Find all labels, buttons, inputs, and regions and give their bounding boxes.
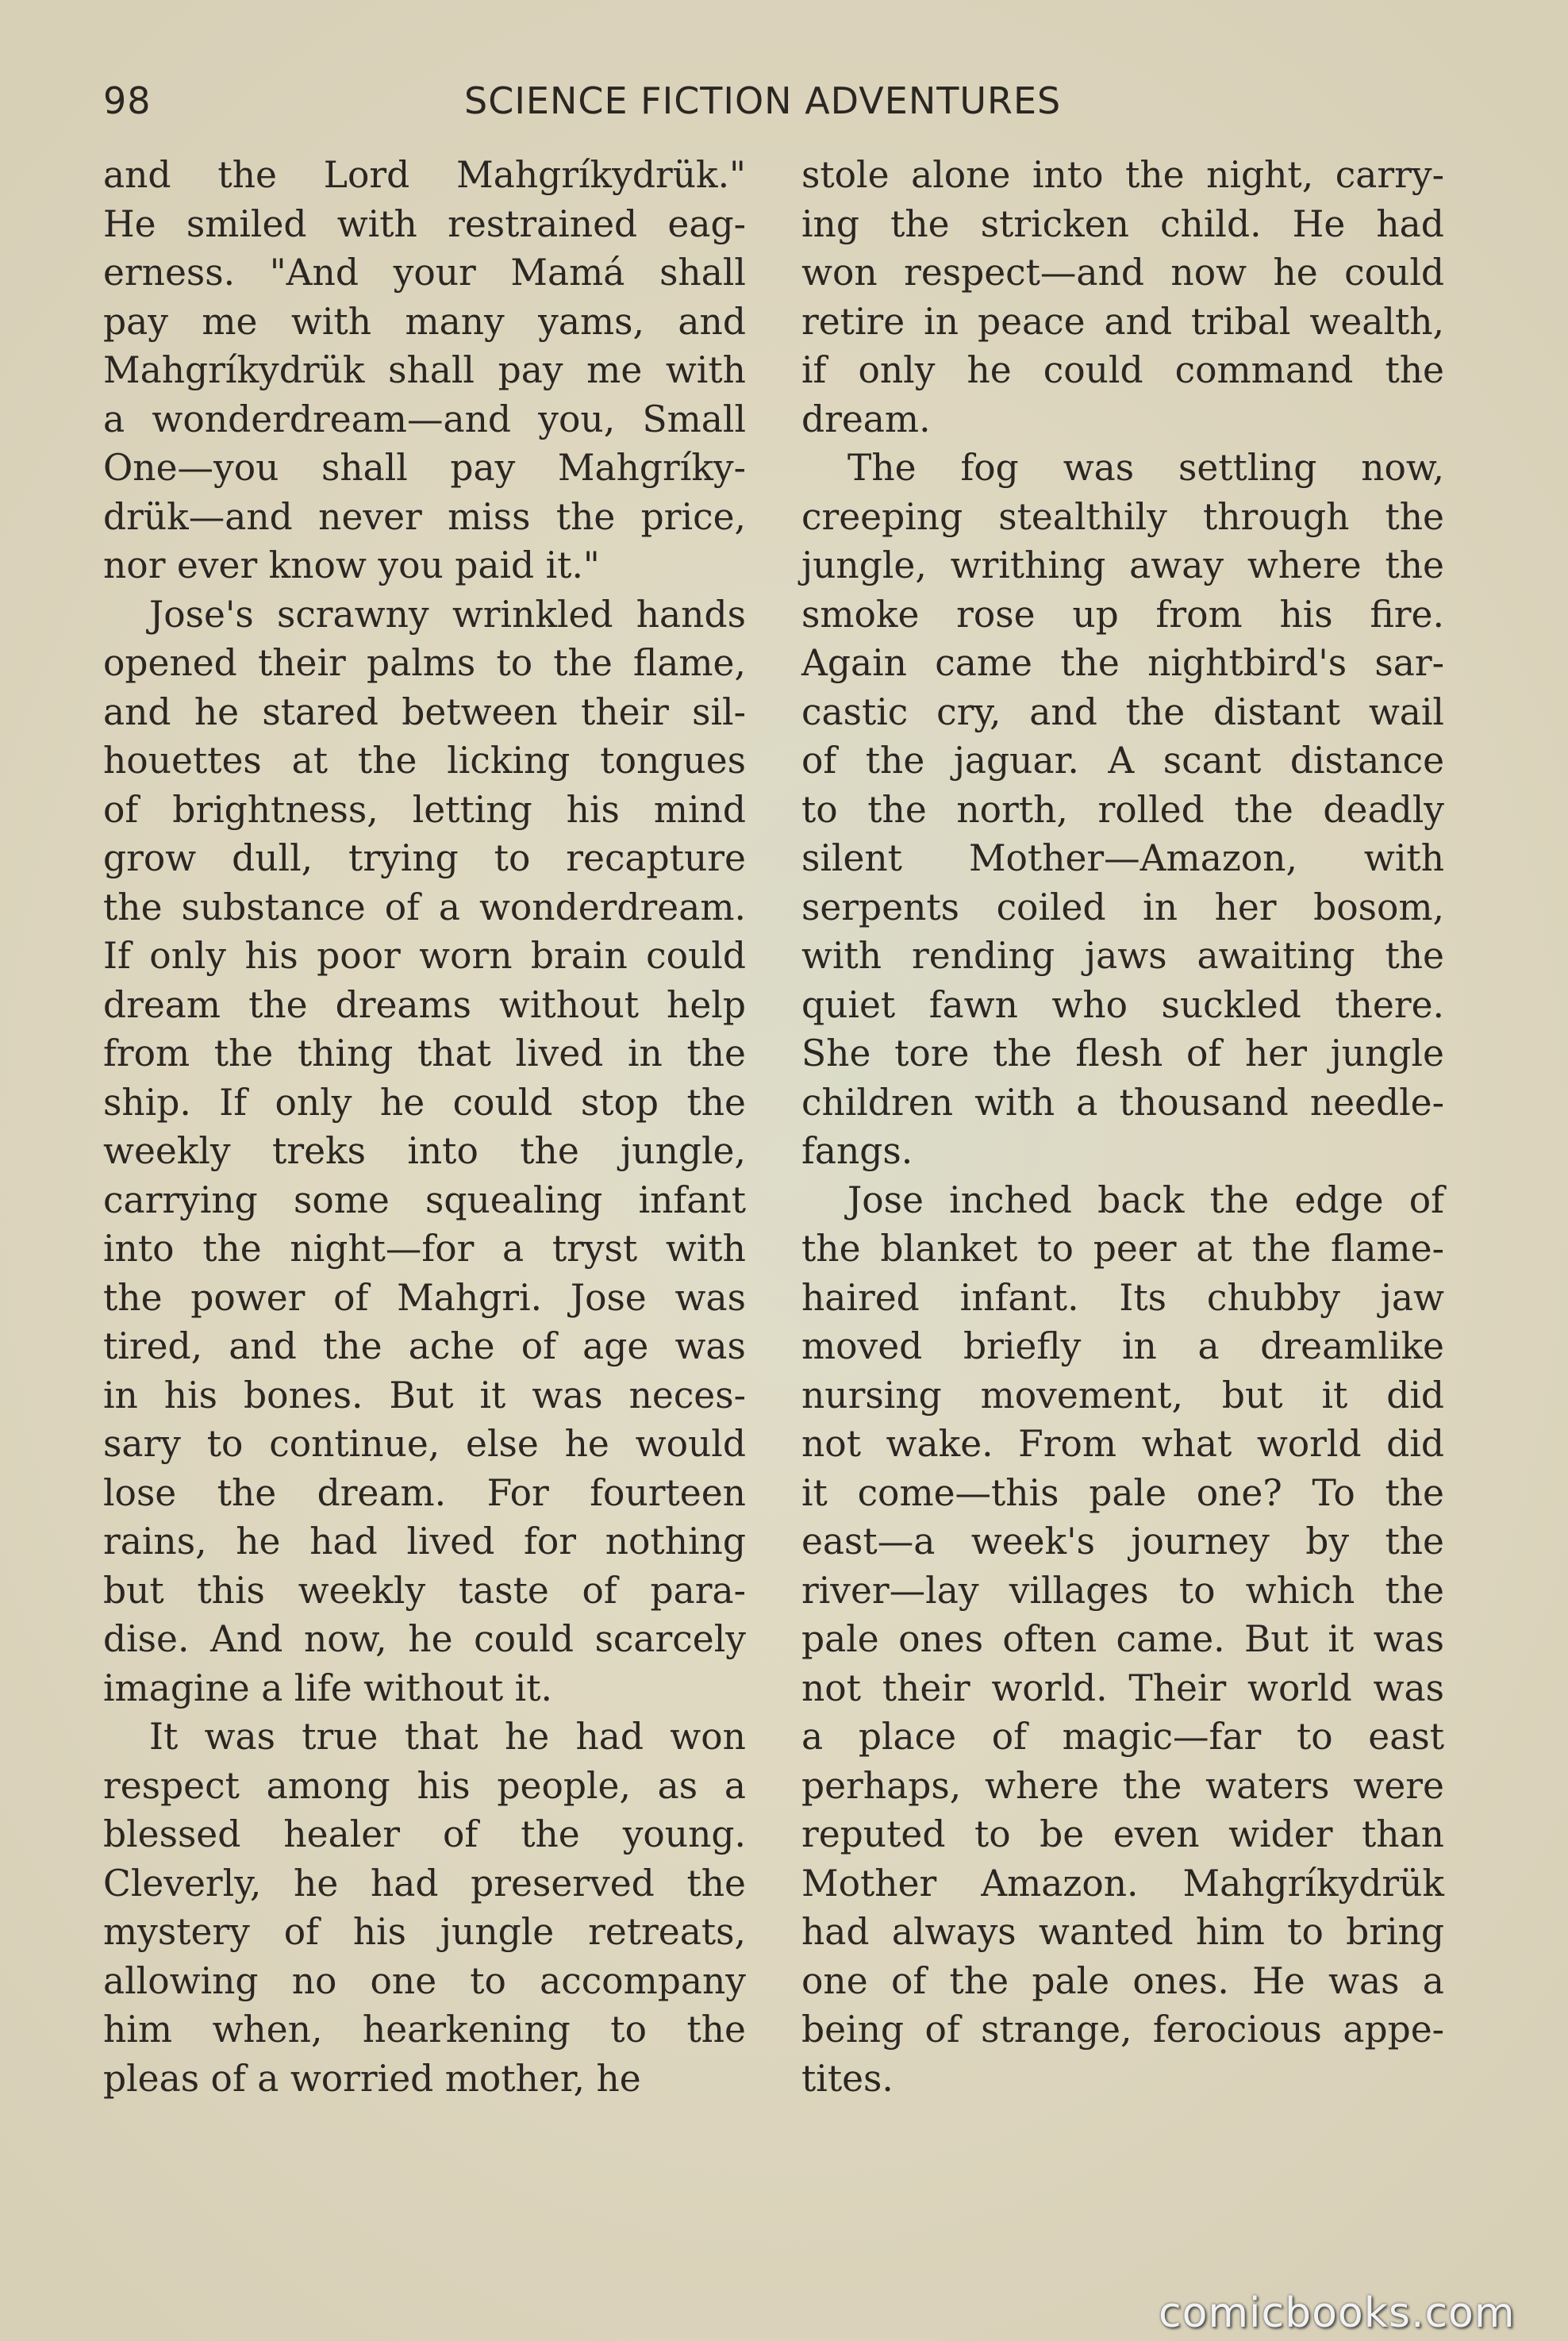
text-line: in his bones. But it was neces- <box>103 1374 746 1417</box>
text-line: dream the dreams without help <box>103 983 746 1026</box>
text-line: houettes at the licking tongues <box>103 740 746 782</box>
text-line: nor ever know you paid it." <box>103 544 600 586</box>
right-text-column <box>801 151 1444 2103</box>
text-line: mystery of his jungle retreats, <box>103 1911 746 1953</box>
text-line: carrying some squealing infant <box>103 1178 746 1221</box>
text-line: weekly treks into the jungle, <box>103 1130 746 1172</box>
text-line: pleas of a worried mother, he <box>103 2057 641 2100</box>
text-line: not wake. From what world did <box>801 1423 1444 1465</box>
text-line: She tore the flesh of her jungle <box>801 1032 1444 1074</box>
text-line: dream. <box>801 398 931 440</box>
text-line: the substance of a wonderdream. <box>103 886 746 928</box>
text-line: won respect—and now he could <box>801 252 1444 294</box>
text-line: castic cry, and the distant wail <box>801 690 1444 733</box>
text-line: to the north, rolled the deadly <box>801 788 1444 831</box>
text-line: and the Lord Mahgríkydrük." <box>103 154 746 196</box>
text-line: serpents coiled in her bosom, <box>801 886 1444 928</box>
text-line: perhaps, where the waters were <box>801 1764 1444 1807</box>
text-line: from the thing that lived in the <box>103 1032 746 1074</box>
text-line: tites. <box>801 2057 894 2100</box>
text-line: Again came the nightbird's sar- <box>801 642 1444 684</box>
text-line: pale ones often came. But it was <box>801 1618 1444 1660</box>
text-line: The fog was settling now, <box>847 447 1444 489</box>
text-line: blessed healer of the young. <box>103 1813 746 1855</box>
text-line: He smiled with restrained eag- <box>103 202 746 245</box>
text-line: lose the dream. For fourteen <box>103 1471 746 1514</box>
text-line: drük—and never miss the price, <box>103 495 746 538</box>
text-line: allowing no one to accompany <box>103 1959 746 2002</box>
text-line: One—you shall pay Mahgríky- <box>103 447 746 489</box>
text-line: Mahgríkydrük shall pay me with <box>103 349 746 391</box>
text-line: haired infant. Its chubby jaw <box>801 1276 1444 1319</box>
text-line: east—a week's journey by the <box>801 1520 1444 1563</box>
text-line: Mother Amazon. Mahgríkydrük <box>801 1862 1444 1905</box>
text-line: pay me with many yams, and <box>103 300 746 343</box>
running-head: SCIENCE FICTION ADVENTURES <box>464 79 1062 122</box>
watermark-logo: comicbooks.com <box>1159 2289 1516 2337</box>
text-line: ship. If only he could stop the <box>103 1081 746 1124</box>
text-line: one of the pale ones. He was a <box>801 1959 1444 2002</box>
text-line: had always wanted him to bring <box>801 1911 1444 1953</box>
text-line: being of strange, ferocious appe- <box>801 2008 1444 2051</box>
text-line: Cleverly, he had preserved the <box>103 1862 746 1905</box>
text-line: rains, he had lived for nothing <box>103 1520 746 1563</box>
text-line: not their world. Their world was <box>801 1666 1444 1709</box>
text-line: with rending jaws awaiting the <box>801 935 1444 977</box>
text-line: him when, hearkening to the <box>103 2008 746 2051</box>
text-line: if only he could command the <box>801 349 1444 391</box>
text-line: sary to continue, else he would <box>103 1423 746 1465</box>
text-line: a place of magic—far to east <box>801 1716 1444 1758</box>
text-line: ing the stricken child. He had <box>801 202 1444 245</box>
page-header <box>103 79 1079 135</box>
text-line: fangs. <box>801 1130 913 1172</box>
text-line: children with a thousand needle- <box>801 1081 1444 1124</box>
text-line: opened their palms to the flame, <box>103 642 746 684</box>
text-line: nursing movement, but it did <box>801 1374 1444 1417</box>
text-line: the power of Mahgri. Jose was <box>103 1276 746 1319</box>
text-line: reputed to be even wider than <box>801 1813 1444 1855</box>
text-line: moved briefly in a dreamlike <box>801 1325 1444 1367</box>
text-line: silent Mother—Amazon, with <box>801 837 1444 879</box>
text-line: it come—this pale one? To the <box>801 1471 1444 1514</box>
text-line: Jose inched back the edge of <box>847 1178 1444 1221</box>
text-line: dise. And now, he could scarcely <box>103 1618 746 1660</box>
text-line: imagine a life without it. <box>103 1666 552 1709</box>
text-line: creeping stealthily through the <box>801 495 1444 538</box>
text-line: a wonderdream—and you, Small <box>103 398 746 440</box>
left-text-column <box>103 151 746 2103</box>
text-line: It was true that he had won <box>149 1716 746 1758</box>
text-line: the blanket to peer at the flame- <box>801 1228 1444 1270</box>
text-line: quiet fawn who suckled there. <box>801 983 1444 1026</box>
text-line: stole alone into the night, carry- <box>801 154 1444 196</box>
page-number: 98 <box>103 79 152 122</box>
text-line: erness. "And your Mamá shall <box>103 252 746 294</box>
text-line: into the night—for a tryst with <box>103 1228 746 1270</box>
text-line: but this weekly taste of para- <box>103 1569 746 1612</box>
text-line: retire in peace and tribal wealth, <box>801 300 1444 343</box>
text-line: and he stared between their sil- <box>103 690 746 733</box>
text-line: respect among his people, as a <box>103 1764 746 1807</box>
text-line: tired, and the ache of age was <box>103 1325 746 1367</box>
text-line: smoke rose up from his fire. <box>801 593 1444 636</box>
text-line: Jose's scrawny wrinkled hands <box>149 593 746 636</box>
text-line: river—lay villages to which the <box>801 1569 1444 1612</box>
text-line: of the jaguar. A scant distance <box>801 740 1444 782</box>
text-line: grow dull, trying to recapture <box>103 837 746 879</box>
text-line: If only his poor worn brain could <box>103 935 746 977</box>
text-line: jungle, writhing away where the <box>801 544 1444 586</box>
text-line: of brightness, letting his mind <box>103 788 746 831</box>
